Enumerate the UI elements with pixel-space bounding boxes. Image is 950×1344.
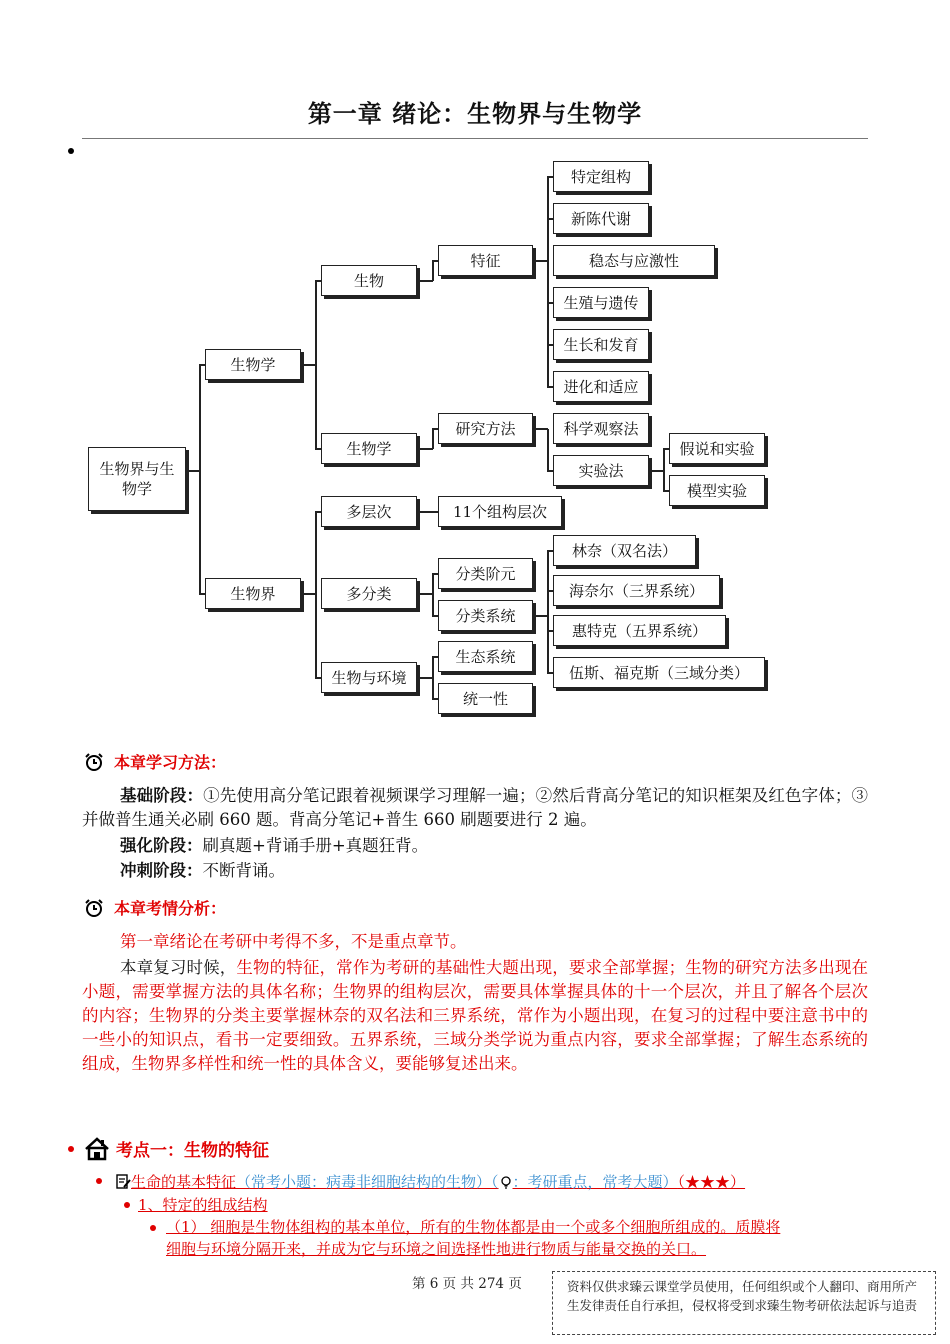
node-root: 生物界与生物学 [88,447,186,511]
node-duocengci: 多层次 [321,496,417,527]
feature-list-item: 生命的基本特征（常考小题：病毒非细胞结构的生物）（ ：考研重点，常考大题）（★★★） [116,1171,745,1192]
node-feature: 进化和适应 [553,371,649,402]
node-feature: 新陈代谢 [553,203,649,234]
node-shiyan: 实验法 [553,455,649,486]
node-yanjiu: 研究方法 [438,413,533,444]
node-feature: 生殖与遗传 [553,287,649,318]
node-system: 伍斯、福克斯（三域分类） [553,657,765,688]
bullet-dot [150,1225,156,1231]
bullet-dot [68,148,74,154]
node-shengtai: 生态系统 [438,641,533,672]
title-divider [82,138,868,139]
sub-heading-1: 1、特定的组成结构 [138,1196,268,1214]
node-jiashuo: 假说和实验 [669,433,765,464]
node-shengwu: 生物 [321,265,417,296]
study-sprint-paragraph: 冲刺阶段：不断背诵。 [120,861,285,880]
lightbulb-icon [499,1175,513,1189]
node-system: 海奈尔（三界系统） [553,575,720,606]
node-tongyi: 统一性 [438,683,533,714]
node-duofenlei: 多分类 [321,578,417,609]
node-guancha: 科学观察法 [553,413,649,444]
study-basic-paragraph: 基础阶段：①先使用高分笔记跟着视频课学习理解一遍；②然后背高分笔记的知识框架及红色字体；③并做普生通关必刷 660 题。背高分笔记+普生 660 刷题要进行 2 遍。 [82,786,868,829]
node-feature: 稳态与应激性 [553,245,715,276]
node-shengwuxue-2: 生物学 [321,433,417,464]
page-number: 第 6 页 共 274 页 [412,1276,522,1292]
bullet-dot [124,1202,130,1208]
node-system: 惠特克（五界系统） [553,615,726,646]
alarm-clock-icon [84,898,104,918]
chapter-title: 第一章 绪论：生物界与生物学 [307,100,643,128]
bullet-dot [96,1178,102,1184]
node-11-cengci: 11个组构层次 [438,496,562,527]
bullet-dot [68,1146,74,1152]
sub-item-line-2: 细胞与环境分隔开来，并成为它与环境之间选择性地进行物质与能量交换的关口。 [166,1240,707,1258]
alarm-clock-icon [84,752,104,772]
sub-item-line-1: （1） 细胞是生物体组构的基本单位，所有的生物体都是由一个或多个细胞所组成的。质膜将 [166,1218,781,1236]
edit-note-icon [116,1174,131,1189]
node-xitong: 分类系统 [438,600,533,631]
study-method-heading: 本章学习方法： [84,750,226,773]
node-feature: 特定组构 [553,161,649,192]
kaodian-heading: 考点一：生物的特征 [84,1136,269,1161]
exam-paragraph-2: 本章复习时候，生物的特征，常作为考研的基础性大题出现，要求全部掌握；生物的研究方法多出现在小题，需要掌握方法的具体名称；生物界的组构层次，需要具体掌握具体的十一个层次，并且了解各个层次的内容；生物界的分类主要掌握林奈的双名法和三界系统，常作为小题出现，在复习的过程中要注意书中的一些小的知识点，看书一定要细致。五界系统，三域分类学说为重点内容，要求全部掌握；了解生态系统的组成，生物界多样性和统一性的具体含义，要能够复述出来。 [82,958,868,1073]
node-huanjing: 生物与环境 [321,662,417,693]
house-icon [84,1137,110,1161]
study-strong-paragraph: 强化阶段：刷真题+背诵手册+真题狂背。 [120,836,429,855]
exam-line-1: 第一章绪论在考研中考得不多，不是重点章节。 [120,932,467,951]
node-jieyuan: 分类阶元 [438,558,533,589]
node-system: 林奈（双名法） [553,535,696,566]
node-shengwujie: 生物界 [205,578,301,609]
node-shengwuxue: 生物学 [205,349,301,380]
copyright-notice: 资料仅供求臻云课堂学员使用，任何组织或个人翻印、商用所产生发律责任自行承担，侵权将受到求臻生物考研依法起诉与追责 [552,1271,936,1335]
exam-analysis-heading: 本章考情分析： [84,896,226,919]
node-feature: 生长和发育 [553,329,649,360]
node-moxing: 模型实验 [669,475,765,506]
node-tezheng: 特征 [438,245,533,276]
